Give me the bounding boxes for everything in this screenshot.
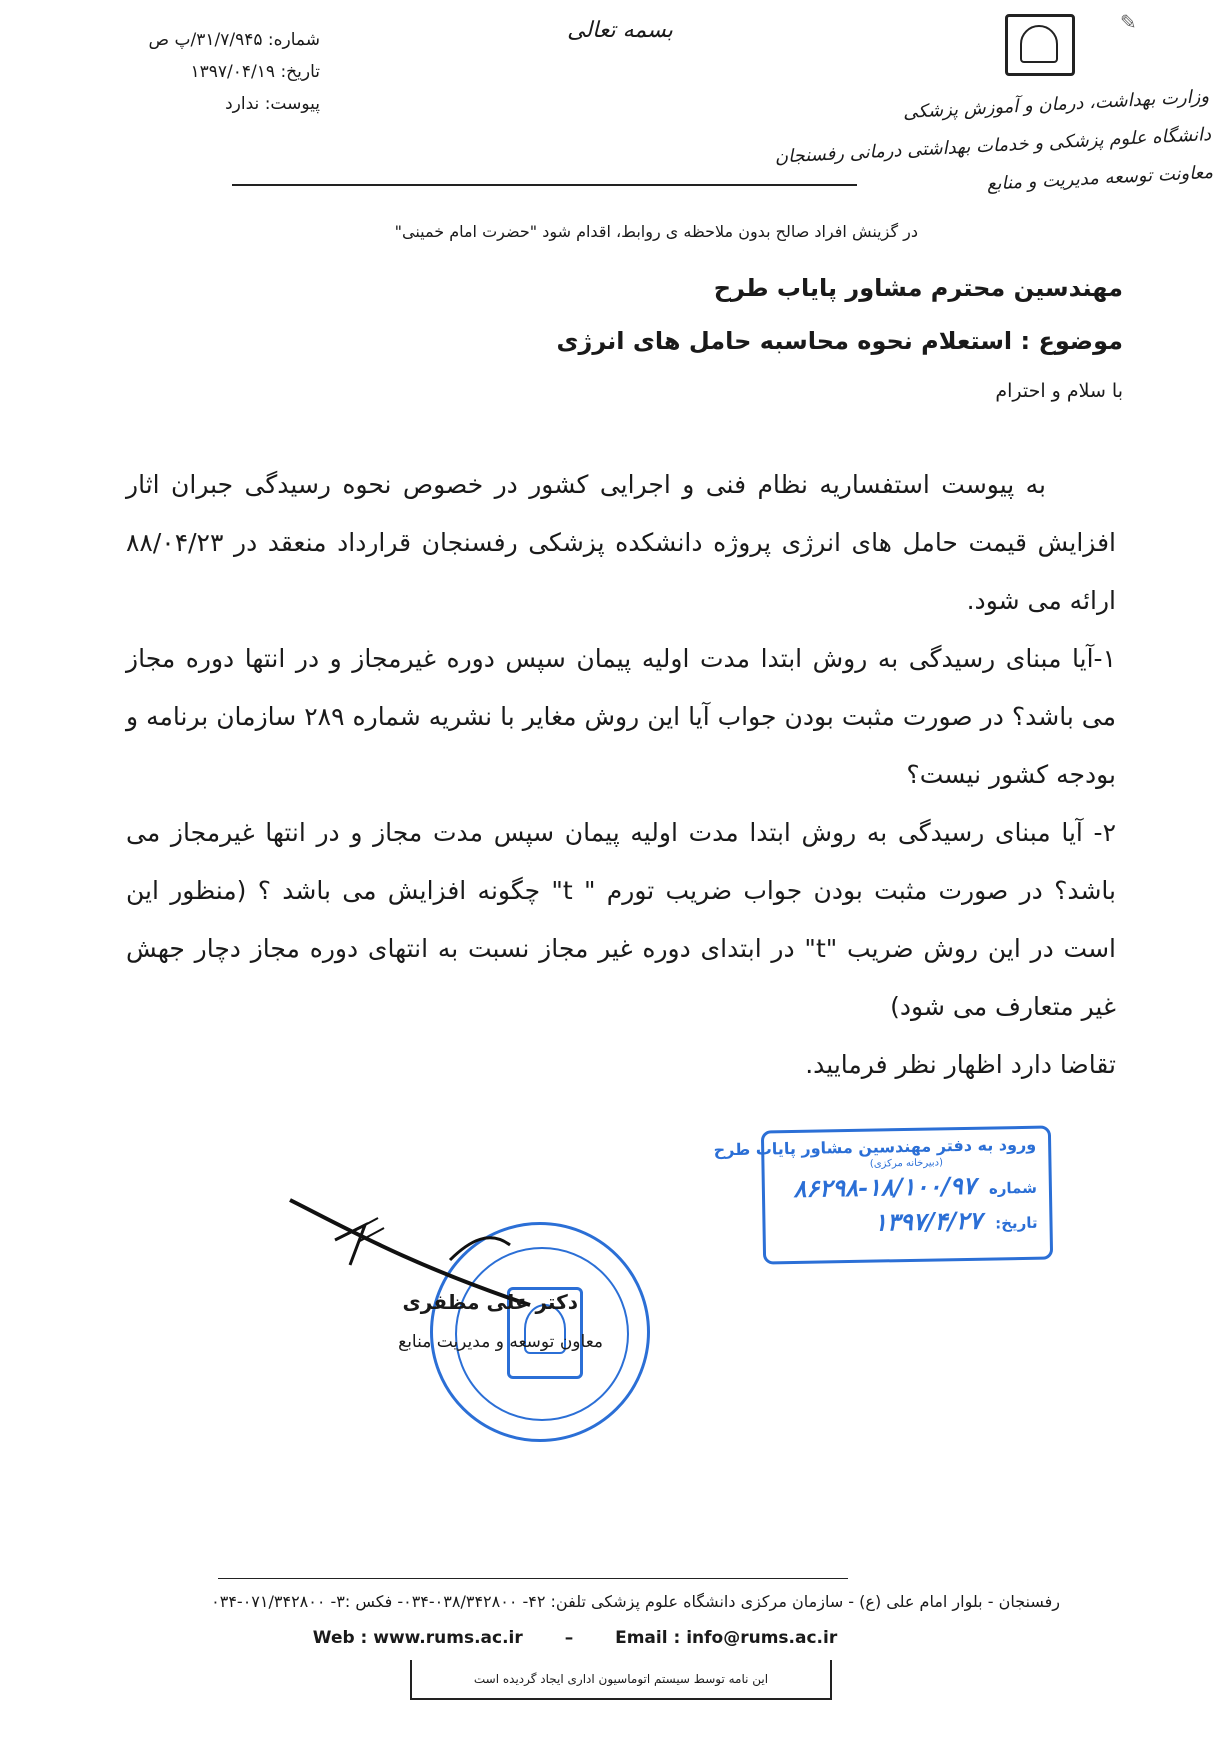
letter-meta [120,24,320,120]
automation-notice: این نامه توسط سیستم اتوماسیون اداری ایجاد گردیده است [410,1660,832,1700]
intro-paragraph: به پیوست استفساریه نظام فنی و اجرایی کشور در خصوص نحوه رسیدگی جبران اثار افزایش قیمت حامل های انرژی پروژه دانشکده پزشکی رفسنجان قرارداد منعقد در ۸۸/۰۴/۲۳ ارائه می شود. [126,470,1116,615]
letter-number-value: ۳۱/۷/۹۴۵/پ ص [148,30,263,50]
letter-attachment-label: پیوست: [264,94,320,114]
letter-attachment [120,88,320,120]
stamp-title: ورود به دفتر مهندسین مشاور پایاب طرح [713,1134,1037,1160]
khomeini-quote: در گزینش افراد صالح بدون ملاحظه ی روابط، اقدام شود "حضرت امام خمینی" [394,222,918,241]
email-link[interactable]: Email : info@rums.ac.ir [615,1628,838,1648]
ministry-logo-icon [1005,14,1075,76]
stamp-number-value: ۱۸/۱۰۰/۹۷-۸۶۲۹۸ [793,1170,976,1203]
letter-number-label: شماره: [267,30,320,50]
footer-contacts [120,1628,1030,1648]
signer-name: دکتر علی مظفری [402,1290,578,1314]
contact-separator: – [564,1628,574,1648]
corner-scribble-icon: ✎ [1120,10,1137,34]
question-1: ۱-آیا مبنای رسیدگی به روش ابتدا مدت اولیه پیمان سپس دوره غیرمجاز و در انتها دوره مجاز می باشد؟ در صورت مثبت بودن جواب آیا این روش مغایر با نشریه شماره ۲۸۹ سازمان برنامه و بودجه کشور نیست؟ [126,644,1117,789]
ministry-line: معاونت توسعه مدیریت و منابع [986,161,1214,195]
website-link[interactable]: Web : www.rums.ac.ir [312,1628,523,1648]
header-divider [232,184,857,186]
signer-title: معاون توسعه و مدیریت منابع [398,1332,603,1352]
logo-emblem-icon [1020,25,1058,63]
letter-attachment-value: ندارد [225,94,260,114]
receipt-stamp [713,1125,1053,1264]
letter-date [120,56,320,88]
stamp-date [777,1204,1038,1244]
addressee: مهندسین محترم مشاور پایاب طرح [713,274,1123,302]
ministry-line: دانشگاه علوم پزشکی و خدمات بهداشتی درمانی رفسنجان [774,123,1212,168]
greeting: با سلام و احترام [995,380,1123,402]
stamp-date-label: تاریخ: [995,1213,1038,1233]
ministry-line: وزارت بهداشت، درمان و آموزش پزشکی [902,85,1210,123]
stamp-date-value: ۱۳۹۷/۴/۲۷ [873,1205,983,1237]
stamp-number-label: شماره [988,1178,1038,1198]
closing-request: تقاضا دارد اظهار نظر فرمایید. [805,1050,1116,1079]
ministry-heading [774,78,1214,214]
stamp-subtitle: (دبیرخانه مرکزی) [869,1157,944,1170]
subject-line: موضوع : استعلام نحوه محاسبه حامل های انرژی [556,327,1123,355]
stamp-number [777,1169,1038,1209]
letter-date-label: تاریخ: [280,62,320,82]
letter-body [126,456,1116,1094]
footer-address: رفسنجان - بلوار امام علی (ع) - سازمان مرکزی دانشگاه علوم پزشکی تلفن: ۴۲- ۰۳۸/۳۴۲۸۰۰-۰۳۴- فکس :۳- ۰۷۱/۳۴۲۸۰۰-۰۳۴ [211,1592,1060,1611]
bismillah: بسمه تعالی [567,18,673,43]
footer-divider [218,1578,848,1579]
question-2: ۲- آیا مبنای رسیدگی به روش ابتدا مدت اولیه پیمان سپس مدت مجاز و در انتها غیرمجاز می باشد؟ در صورت مثبت بودن جواب ضریب تورم " t" چگونه افزایش می باشد ؟ (منظور این است در این روش ضریب "t" در ابتدای دوره غیر مجاز نسبت به انتهای دوره مجاز دچار جهش غیر متعارف می شود) [126,818,1116,1021]
letter-date-value: ۱۳۹۷/۰۴/۱۹ [190,62,276,82]
letter-number [120,24,320,56]
